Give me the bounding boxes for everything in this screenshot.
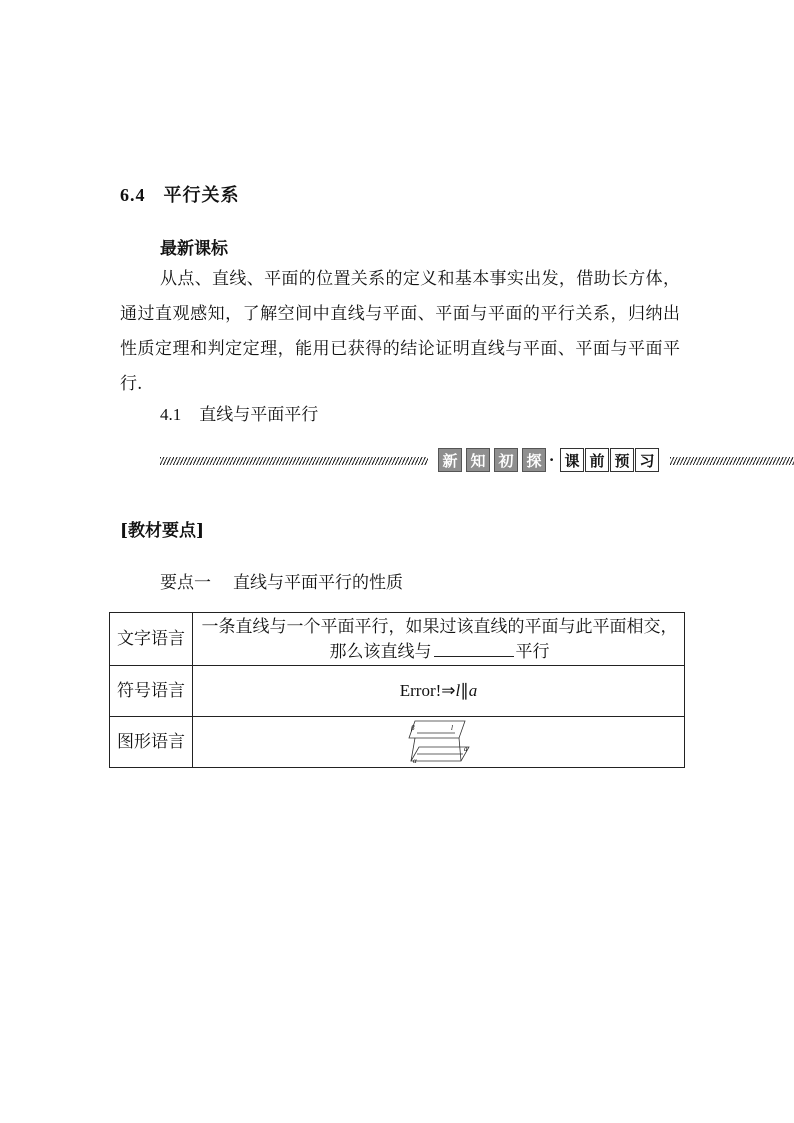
banner-hatch-right [670, 457, 794, 465]
curriculum-text: 从点、直线、平面的位置关系的定义和基本事实出发，借助长方体，通过直观感知，了解空间中直线与平面、平面与平面的平行关系，归纳出性质定理和判定定理，能用已获得的结论证明直线与平面、平面与平面平行. [120, 269, 680, 394]
symbol-prefix: Error!⇒ [399, 681, 456, 700]
fill-blank [434, 642, 514, 657]
banner-hatch-left [160, 457, 428, 465]
banner-char: 课 [560, 448, 584, 472]
banner-char: 预 [610, 448, 634, 472]
section-title-text: 平行关系 [163, 185, 240, 206]
symbol-l: l [455, 681, 461, 700]
statement-end: 平行 [515, 642, 550, 662]
textbook-points-tag: [教材要点] [120, 521, 205, 541]
label-alpha: α [412, 757, 417, 765]
banner-char: 探 [522, 448, 546, 472]
point-title: 直线与平面平行的性质 [233, 573, 403, 593]
banner-char: 前 [585, 448, 609, 472]
planes-figure [407, 719, 471, 765]
label-beta: β [410, 724, 414, 732]
banner-char: 习 [635, 448, 659, 472]
table-row [110, 613, 685, 666]
subsection-number: 4.1 [160, 405, 182, 424]
property-table [109, 612, 685, 768]
row-label: 符号语言 [110, 666, 193, 717]
table-row [110, 717, 685, 768]
curriculum-heading: 最新课标 [160, 239, 228, 259]
symbol-parallel: ∥ [460, 681, 469, 700]
point-label: 要点一 [160, 573, 211, 593]
banner-char: 新 [438, 448, 462, 472]
figure-cell [193, 717, 685, 768]
section-number: 6.4 [120, 185, 146, 205]
label-a: a [463, 745, 467, 753]
subsection-title [160, 400, 318, 425]
subsection-title-text: 直线与平面平行 [199, 405, 319, 425]
section-banner [160, 444, 794, 476]
symbolic-statement [193, 666, 685, 717]
section-title [120, 181, 240, 207]
symbol-a: a [468, 681, 478, 700]
banner-char: 知 [466, 448, 490, 472]
verbal-statement [193, 613, 685, 666]
row-label: 图形语言 [110, 717, 193, 768]
banner-char: 初 [494, 448, 518, 472]
point-heading [160, 568, 403, 593]
label-l: l [450, 724, 453, 732]
table-row [110, 666, 685, 717]
statement-text: 一条直线与一个平面平行，如果过该直线的平面与此平面相交，那么该直线与 [201, 617, 678, 662]
row-label: 文字语言 [110, 613, 193, 666]
banner-separator: · [549, 451, 555, 469]
